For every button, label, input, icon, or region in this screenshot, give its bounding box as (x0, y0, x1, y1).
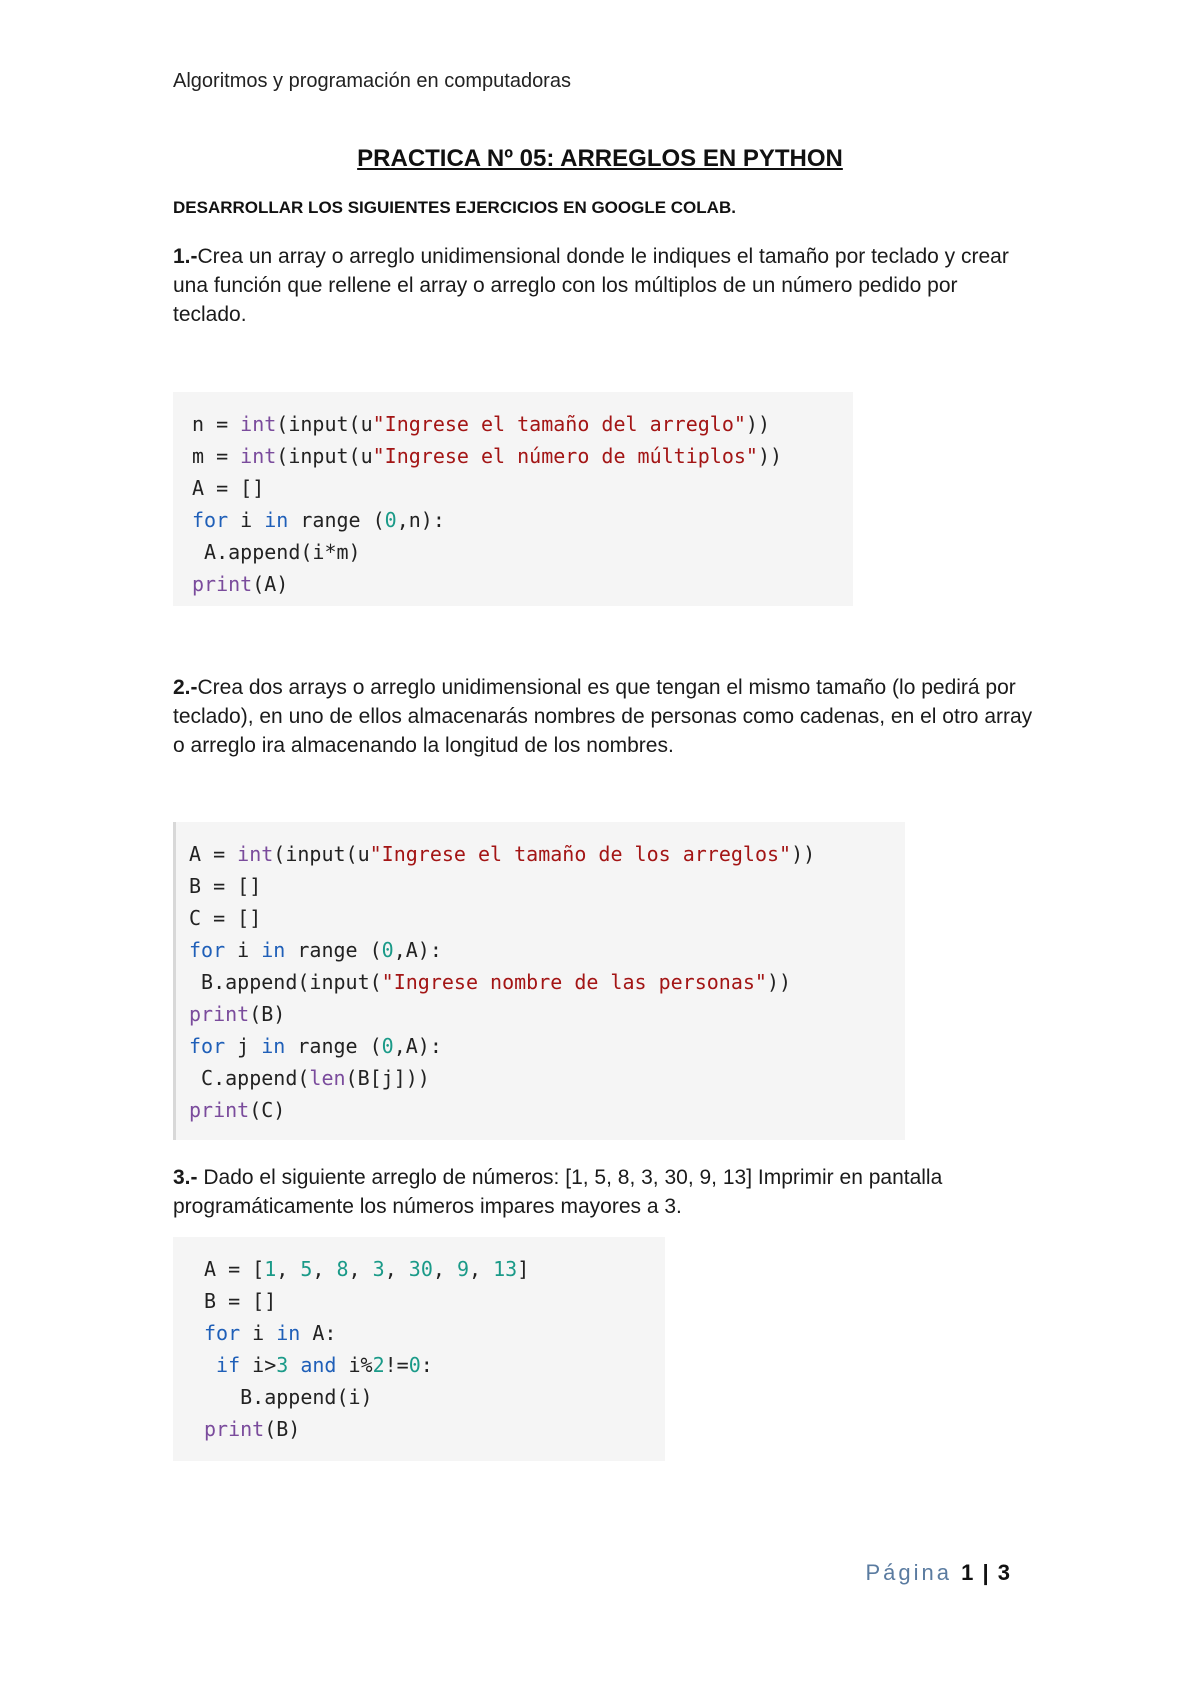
exercise-2-number: 2.- (173, 676, 198, 699)
code-line: A = int(input(u"Ingrese el tamaño de los arreglos")) (189, 842, 816, 866)
page-current: 1 (961, 1560, 974, 1585)
code-line: B.append(input("Ingrese nombre de las personas")) (189, 970, 792, 994)
code-line: n = int(input(u"Ingrese el tamaño del arreglo")) (192, 412, 770, 436)
exercise-3-body: Dado el siguiente arreglo de números: [1, 5, 8, 3, 30, 9, 13] Imprimir en pantalla programáticamente los números impares mayores a 3. (173, 1166, 943, 1218)
code-block-2 (173, 822, 905, 1140)
code-line: print(B) (204, 1417, 301, 1441)
exercise-1-text (173, 242, 1033, 329)
code-line: m = int(input(u"Ingrese el número de múltiplos")) (192, 444, 783, 468)
code-line: print(B) (189, 1002, 286, 1026)
code-line: print(A) (192, 572, 289, 596)
page-separator: | (982, 1560, 989, 1585)
code-line: B = [] (204, 1289, 277, 1313)
code-line: for i in A: (204, 1321, 337, 1345)
code-line: A = [] (192, 476, 265, 500)
exercise-3-text (173, 1163, 1033, 1221)
code-line: for i in range (0,n): (192, 508, 445, 532)
code-line: C.append(len(B[j])) (189, 1066, 430, 1090)
exercise-2-body: Crea dos arrays o arreglo unidimensional es que tengan el mismo tamaño (lo pedirá por teclado), en uno de ellos almacenarás nombres de personas como cadenas, en el otro array o arreglo ira almacenando la longitud de los nombres. (173, 676, 1033, 757)
practice-title: PRACTICA Nº 05: ARREGLOS EN PYTHON (357, 145, 843, 172)
page-total: 3 (997, 1560, 1010, 1585)
page-footer (865, 1560, 1010, 1586)
exercise-2-text (173, 673, 1033, 760)
code-line: A = [1, 5, 8, 3, 30, 9, 13] (204, 1257, 530, 1281)
code-line: C = [] (189, 906, 262, 930)
exercise-1-body: Crea un array o arreglo unidimensional donde le indiques el tamaño por teclado y crear una función que rellene el array o arreglo con los múltiplos de un número pedido por teclado. (173, 245, 1009, 326)
code-line: print(C) (189, 1098, 286, 1122)
code-line: for i in range (0,A): (189, 938, 442, 962)
exercise-3-number: 3.- (173, 1166, 198, 1189)
exercise-1-number: 1.- (173, 245, 198, 268)
code-block-1 (173, 392, 853, 606)
code-line: B.append(i) (204, 1385, 373, 1409)
code-line: if i>3 and i%2!=0: (204, 1353, 433, 1377)
page-label: Página (865, 1560, 952, 1585)
code-line: for j in range (0,A): (189, 1034, 442, 1058)
code-block-3 (173, 1237, 665, 1461)
instructions-subtitle: DESARROLLAR LOS SIGUIENTES EJERCICIOS EN GOOGLE COLAB. (173, 198, 736, 217)
page-header: Algoritmos y programación en computadoras (173, 70, 571, 92)
code-line: A.append(i*m) (192, 540, 361, 564)
code-line: B = [] (189, 874, 262, 898)
